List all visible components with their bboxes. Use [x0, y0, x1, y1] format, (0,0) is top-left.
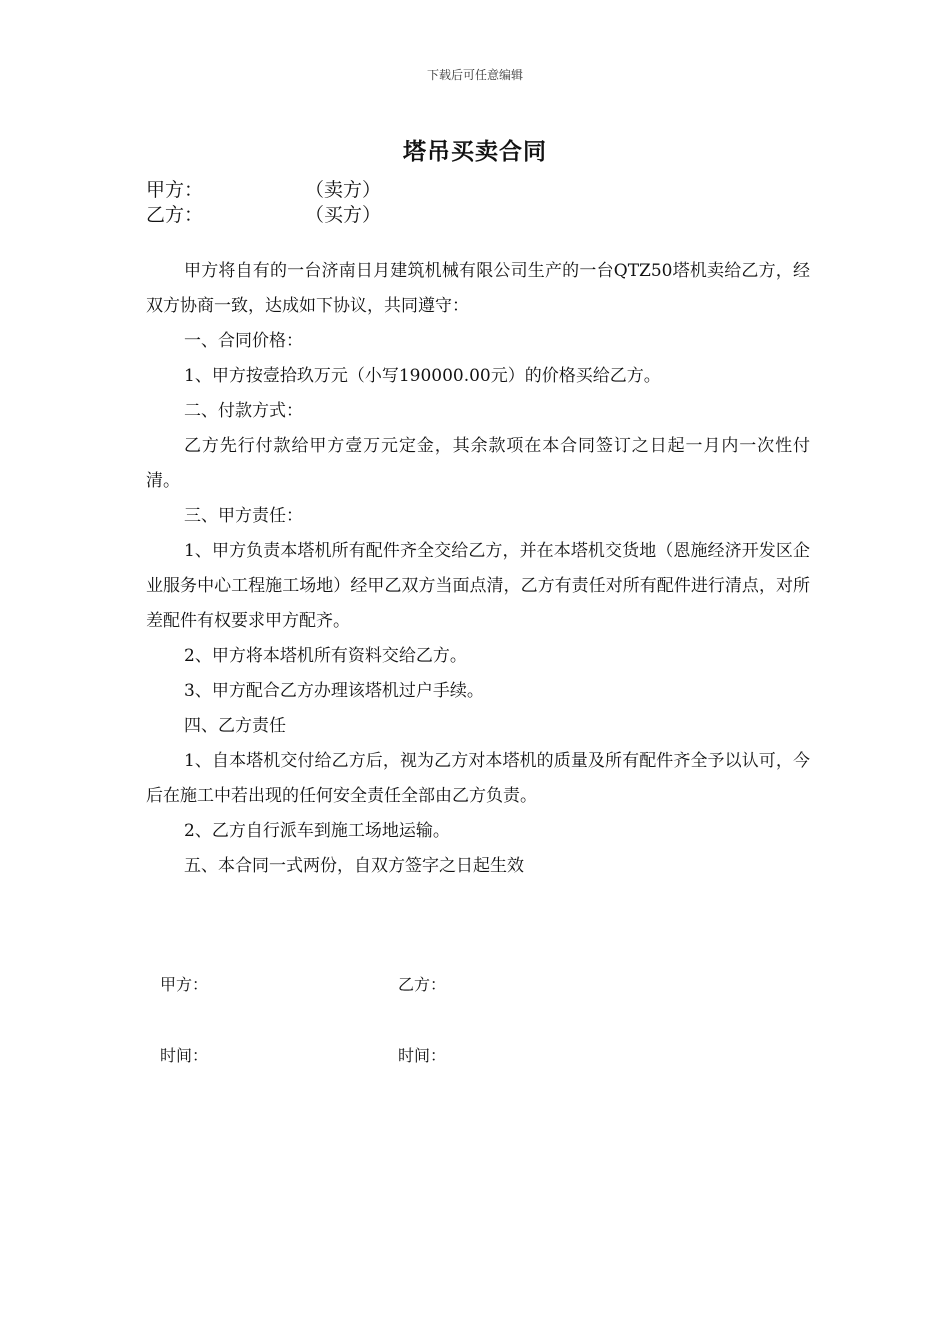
party-b-duty-1: 1、自本塔机交付给乙方后，视为乙方对本塔机的质量及所有配件齐全予以认可，今后在施工中若出现的任何安全责任全部由乙方负责。	[146, 751, 810, 806]
contract-body	[146, 254, 810, 884]
party-a-label: 甲方：	[146, 179, 204, 201]
document-title: 塔吊买卖合同	[403, 138, 547, 165]
payment-clause: 乙方先行付款给甲方壹万元定金，其余款项在本合同签订之日起一月内一次性付清。	[146, 436, 810, 491]
party-a-duty-2: 2、甲方将本塔机所有资料交给乙方。	[184, 646, 467, 666]
section-party-a-duty-heading: 三、甲方责任：	[184, 506, 303, 526]
page-header: 下载后可任意编辑	[426, 68, 523, 82]
price-clause: 1、甲方按壹拾玖万元（小写190000.00元）的价格买给乙方。	[184, 366, 661, 386]
section-price-heading: 一、合同价格：	[184, 331, 303, 351]
section-effective-clause: 五、本合同一式两份，自双方签字之日起生效	[184, 856, 524, 876]
party-b-role: （买方）	[305, 204, 382, 226]
signature-party-a: 甲方：	[160, 975, 209, 994]
party-a-duty-3: 3、甲方配合乙方办理该塔机过户手续。	[184, 681, 484, 701]
party-b-label: 乙方：	[146, 204, 204, 226]
party-b-line	[146, 200, 382, 227]
signature-time-b: 时间：	[398, 1046, 447, 1065]
section-payment-heading: 二、付款方式：	[184, 401, 303, 421]
party-a-line	[146, 175, 382, 202]
section-party-b-duty-heading: 四、乙方责任	[184, 716, 286, 736]
party-b-duty-2: 2、乙方自行派车到施工场地运输。	[184, 821, 450, 841]
signature-time-a: 时间：	[160, 1046, 209, 1065]
party-a-duty-1: 1、甲方负责本塔机所有配件齐全交给乙方，并在本塔机交货地（恩施经济开发区企业服务中心工程施工场地）经甲乙双方当面点清，乙方有责任对所有配件进行清点，对所差配件有权要求甲方配齐。	[146, 541, 810, 631]
party-a-role: （卖方）	[305, 179, 382, 201]
signature-party-b: 乙方：	[398, 975, 447, 994]
intro-paragraph: 甲方将自有的一台济南日月建筑机械有限公司生产的一台QTZ50塔机卖给乙方，经双方协商一致，达成如下协议，共同遵守：	[146, 261, 810, 316]
